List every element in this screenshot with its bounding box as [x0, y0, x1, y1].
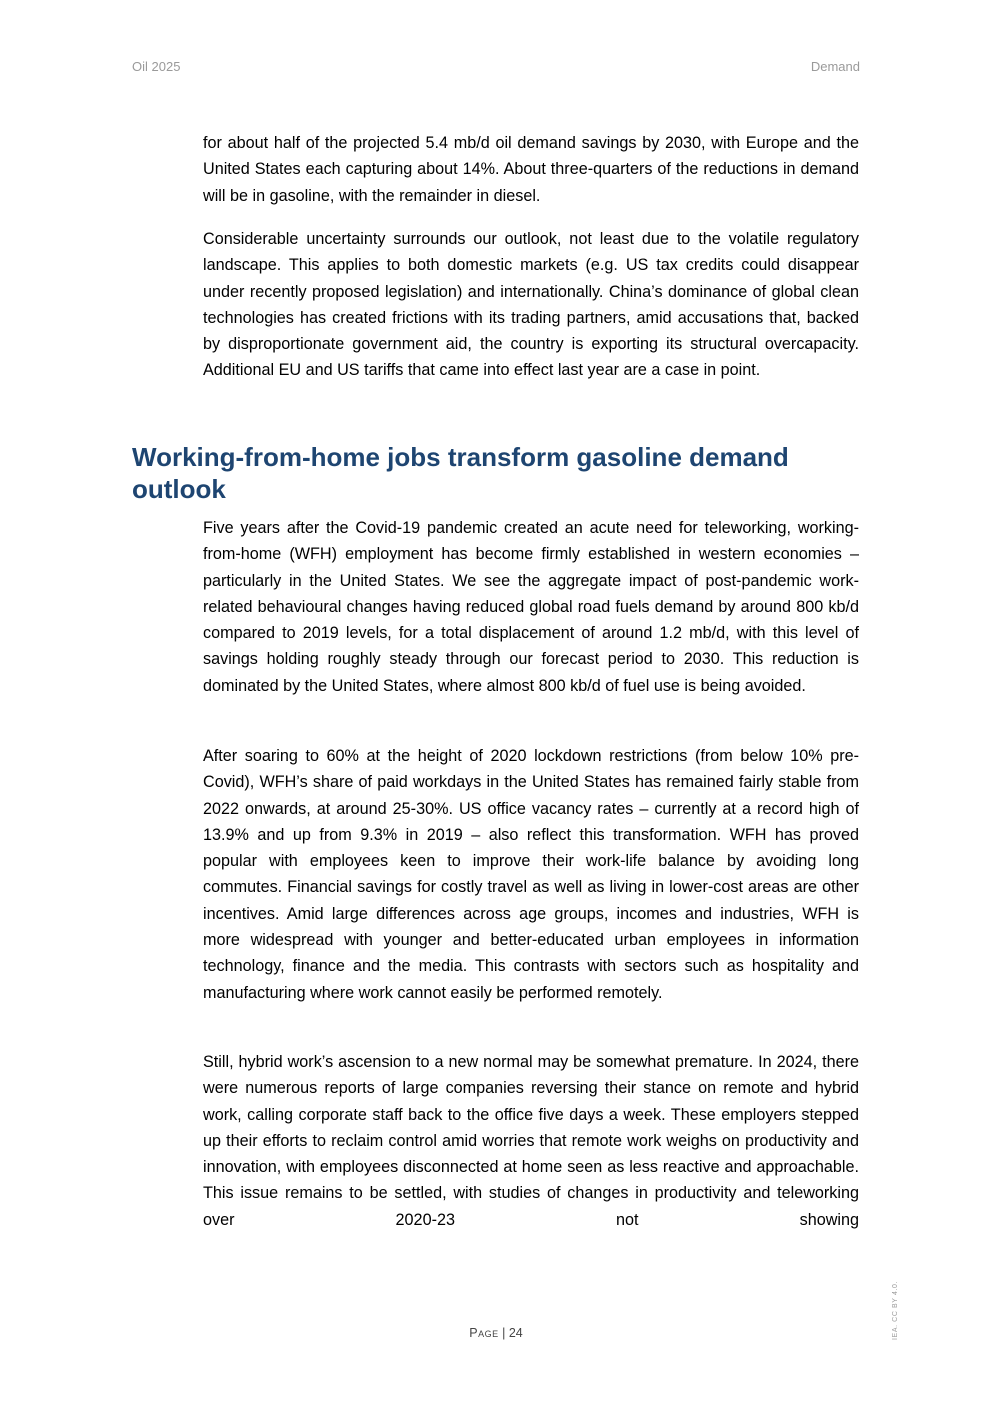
section-paragraph-1: Five years after the Covid-19 pandemic created an acute need for teleworking, working-from-home (WFH) employment has become firmly established in western economies – particularly in the United States. We see the aggregate impact of post-pandemic work-related behavioural changes having reduced global road fuels demand by around 800 kb/d compared to 2019 levels, for a total displacement of around 1.2 mb/d, with this level of savings holding roughly steady through our forecast period to 2030. This reduction is dominated by the United States, where almost 800 kb/d of fuel use is being avoided. [203, 519, 859, 695]
page-footer [0, 1326, 992, 1340]
paragraph-2: Considerable uncertainty surrounds our outlook, not least due to the volatile regulatory landscape. This applies to both domestic markets (e.g. US tax credits could disappear under recently proposed legislation) and internationally. China’s dominance of global clean technologies has created frictions with its trading partners, amid accusations that, backed by disproportionate government aid, the country is exporting its structural overcapacity. Additional EU and US tariffs that came into effect last year are a case in point. [203, 230, 859, 380]
paragraph-1: for about half of the projected 5.4 mb/d oil demand savings by 2030, with Europe and the United States each capturing about 14%. About three-quarters of the reductions in demand will be in gasoline, with the remainder in diesel. [203, 134, 859, 205]
running-header-title: Oil 2025 [132, 59, 181, 74]
page-separator: | [502, 1326, 506, 1340]
section-paragraph-2: After soaring to 60% at the height of 2020 lockdown restrictions (from below 10% pre-Covid), WFH’s share of paid workdays in the United States has remained fairly stable from 2022 onwards, at around 25-30%. US office vacancy rates – currently at a record high of 13.9% and up from 9.3% in 2019 – also reflect this transformation. WFH has proved popular with employees keen to improve their work-life balance by avoiding long commutes. Financial savings for costly travel as well as living in lower-cost areas are other incentives. Amid large differences across age groups, incomes and industries, WFH is more widespread with younger and better-educated urban employees in information technology, finance and the media. This contrasts with sectors such as hospitality and manufacturing where work cannot easily be performed remotely. [203, 747, 859, 1002]
section-paragraph-3: Still, hybrid work’s ascension to a new normal may be somewhat premature. In 2024, there were numerous reports of large companies reversing their stance on remote and hybrid work, calling corporate staff back to the office five days a week. These employers stepped up their efforts to reclaim control amid worries that remote work weighs on productivity and innovation, with employees disconnected at home seen as less reactive and approachable. This issue remains to be settled, with studies of changes in productivity and teleworking over 2020-23 not showing [203, 1053, 859, 1229]
license-notice: IEA. CC BY 4.0. [892, 1280, 899, 1340]
running-header-section: Demand [810, 59, 860, 74]
page-number: 24 [508, 1326, 523, 1340]
page-label: Page [469, 1326, 499, 1340]
section-heading: Working-from-home jobs transform gasoline demand outlook [132, 442, 789, 504]
